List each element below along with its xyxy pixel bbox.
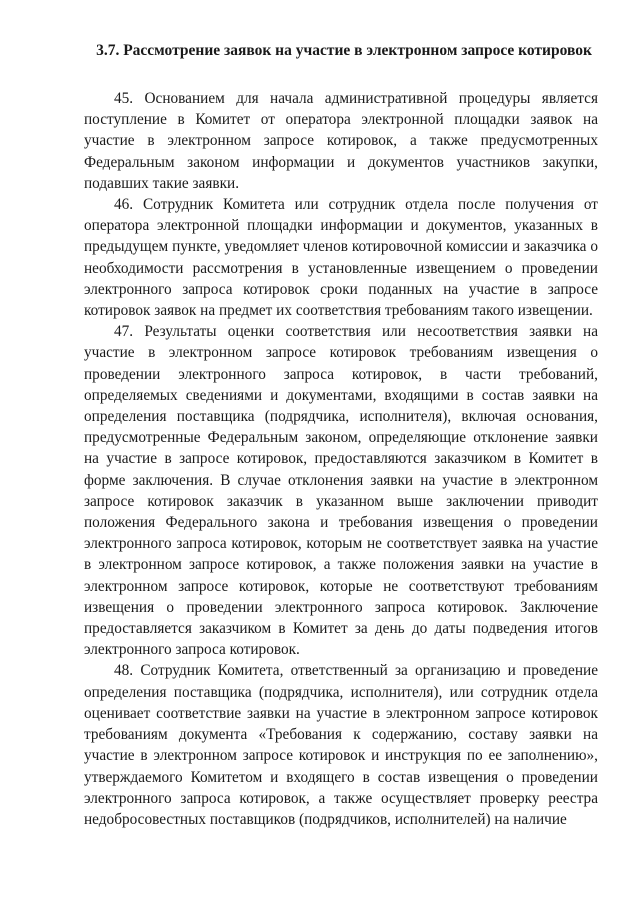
section-heading: 3.7. Рассмотрение заявок на участие в электронном запросе котировок [96,42,592,59]
paragraph-46: 46. Сотрудник Комитета или сотрудник отдела после получения от оператора электронной площадки информации и документов, указанных в предыдущем пункте, уведомляет членов котировочной комиссии и заказчика о необходимости рассмотрения в установленные извещением о проведении электронного запроса котировок сроки поданных на участие в запросе котировок заявок на предмет их соответствия требованиям такого извещении. [84,196,598,320]
section-body [84,88,598,830]
paragraph-48: 48. Сотрудник Комитета, ответственный за организацию и проведение определения поставщика (подрядчика, исполнителя), или сотрудник отдела оценивает соответствие заявки на участие в электронном запросе котировок требованиям документа «Требования к содержанию, составу заявки на участие в электронном запросе котировок и инструкция по ее заполнению», утверждаемого Комитетом и входящего в состав извещения о проведении электронного запроса котировок, а также осуществляет проверку реестра недобросовестных поставщиков (подрядчиков, исполнителей) на наличие [84,662,598,828]
paragraph-45: 45. Основанием для начала административной процедуры является поступление в Комитет от оператора электронной площадки заявок на участие в электронном запросе котировок, а также предусмотренных Федеральным законом информации и документов участников закупки, подавших такие заявки. [84,90,598,192]
paragraph-47: 47. Результаты оценки соответствия или несоответствия заявки на участие в электронном запросе котировок требованиям извещения о проведении электронного запроса котировок, в части требований, определяемых сведениями и документами, входящими в состав заявки на определения поставщика (подрядчика, исполнителя), включая основания, предусмотренные Федеральным законом, определяющие отклонение заявки на участие в запросе котировок, предоставляются заказчиком в Комитет в форме заключения. В случае отклонения заявки на участие в электронном запросе котировок заказчик в указанном выше заключении приводит положения Федерального закона и требования извещения о проведении электронного запроса котировок, которым не соответствует заявка на участие в электронном запросе котировок, а также положения заявки на участие в электронном запросе котировок, которые не соответствуют требованиям извещения о проведении электронного запроса котировок. Заключение предоставляется заказчиком в Комитет за день до даты подведения итогов электронного запроса котировок. [84,323,598,659]
